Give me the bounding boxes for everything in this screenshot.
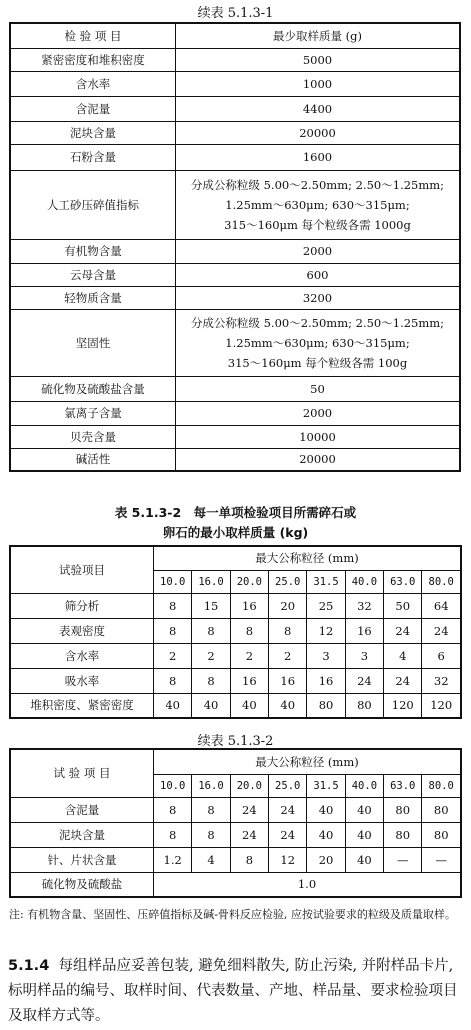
table3-item-header: 试 验 项 目 (10, 749, 154, 797)
table3-value-cell: 80 (384, 797, 422, 822)
table1-caption: 续表 5.1.3-1 (197, 6, 274, 21)
table-row (10, 668, 461, 693)
table-row (10, 96, 460, 121)
table-row (10, 121, 460, 144)
size-header-cell: 80.0 (422, 570, 461, 593)
table2-value-cell: 120 (384, 693, 422, 718)
size-header-cell: 63.0 (384, 570, 422, 593)
table2-caption-line1: 表 5.1.3-2 每一单项检验项目所需碎石或 (114, 505, 357, 520)
table1-item-cell: 轻物质含量 (10, 286, 176, 309)
table3 (9, 748, 462, 898)
clause-number: 5.1.4 (8, 958, 50, 974)
table3-item-cell: 含泥量 (10, 797, 154, 822)
table2-caption-line2: 卵石的最小取样质量 (kg) (162, 525, 309, 540)
table3-value-cell: 40 (307, 797, 345, 822)
table2-value-cell: 80 (307, 693, 345, 718)
table1-item-cell: 坚固性 (10, 309, 176, 376)
table3-caption: 续表 5.1.3-2 (197, 734, 274, 749)
table-row (10, 643, 461, 668)
table1-item-cell: 含泥量 (10, 96, 176, 121)
size-header-cell: 63.0 (384, 774, 422, 797)
clause-5-1-4 (8, 954, 466, 1029)
table-row (10, 286, 460, 309)
table-row (10, 847, 461, 872)
table-row (10, 263, 460, 286)
table3-value-cell: 24 (269, 822, 307, 847)
table-row (10, 693, 461, 718)
table-row (10, 309, 460, 376)
table2-item-cell: 筛分析 (10, 593, 154, 618)
table2-value-cell: 32 (422, 668, 461, 693)
size-header-cell: 40.0 (345, 570, 383, 593)
table2-item-cell: 吸水率 (10, 668, 154, 693)
table2-item-cell: 堆积密度、紧密密度 (10, 693, 154, 718)
size-header-cell: 16.0 (192, 570, 230, 593)
table3-value-cell: 4 (192, 847, 230, 872)
table1-item-cell: 紧密密度和堆积密度 (10, 48, 176, 71)
table-row (10, 448, 460, 471)
table-row (10, 593, 461, 618)
size-header-cell: 20.0 (230, 570, 268, 593)
size-header-cell: 80.0 (422, 774, 461, 797)
table-row (10, 425, 460, 448)
size-header-cell: 31.5 (307, 570, 345, 593)
table2-value-cell: 2 (230, 643, 268, 668)
table2-value-cell: 4 (384, 643, 422, 668)
table3-value-cell: 8 (192, 822, 230, 847)
table2-value-cell: 12 (307, 618, 345, 643)
table2-value-cell: 3 (307, 643, 345, 668)
table1-mass-cell: 分成公称粒级 5.00～2.50mm; 2.50～1.25mm; 1.25mm～630μm; 630～315μm; 315～160μm 每个粒级各需 1000g (176, 170, 461, 239)
table2-item-cell: 表观密度 (10, 618, 154, 643)
table1-item-cell: 硫化物及硫酸盐含量 (10, 376, 176, 401)
table3-value-cell: 8 (154, 797, 192, 822)
table3-value-cell: 40 (307, 822, 345, 847)
size-header-cell: 10.0 (154, 774, 192, 797)
size-header-cell: 20.0 (230, 774, 268, 797)
table2-value-cell: 16 (307, 668, 345, 693)
table1-header-item: 检 验 项 目 (10, 23, 176, 48)
table2-value-cell: 24 (384, 668, 422, 693)
table2-value-cell: 40 (269, 693, 307, 718)
table1-item-cell: 氯离子含量 (10, 401, 176, 425)
table2-value-cell: 16 (269, 668, 307, 693)
size-header-cell: 10.0 (154, 570, 192, 593)
table3-value-cell: 8 (192, 797, 230, 822)
table1-mass-cell: 600 (176, 263, 461, 286)
table2-value-cell: 2 (154, 643, 192, 668)
table1-mass-cell: 2000 (176, 401, 461, 425)
table3-item-cell: 硫化物及硫酸盐 (10, 872, 154, 897)
table-row (10, 144, 460, 170)
table2-value-cell: 25 (307, 593, 345, 618)
table2-value-cell: 64 (422, 593, 461, 618)
table1-mass-cell: 2000 (176, 239, 461, 263)
table2-value-cell: 6 (422, 643, 461, 668)
table-row (10, 797, 461, 822)
table2-value-cell: 50 (384, 593, 422, 618)
table1-header-mass: 最少取样质量 (g) (176, 23, 461, 48)
table2-value-cell: 40 (230, 693, 268, 718)
size-header-cell: 25.0 (269, 570, 307, 593)
table-note: 注: 有机物含量、坚固性、压碎值指标及碱-骨料反应检验, 应按试验要求的粒级及质量取样。 (9, 908, 456, 921)
table3-value-cell: 24 (230, 797, 268, 822)
table-row (10, 401, 460, 425)
table-row (10, 376, 460, 401)
table2-value-cell: 8 (269, 618, 307, 643)
table3-value-cell: 12 (269, 847, 307, 872)
table2-value-cell: 16 (230, 668, 268, 693)
table2-value-cell: 120 (422, 693, 461, 718)
table-row (10, 822, 461, 847)
table2-value-cell: 24 (422, 618, 461, 643)
table1-item-cell: 泥块含量 (10, 121, 176, 144)
table1-mass-cell: 10000 (176, 425, 461, 448)
table3-value-cell: 80 (384, 822, 422, 847)
table1-item-cell: 含水率 (10, 71, 176, 96)
table2-value-cell: 24 (345, 668, 383, 693)
table3-value-cell: 80 (422, 822, 461, 847)
table2-value-cell: 16 (345, 618, 383, 643)
table2-value-cell: 8 (192, 618, 230, 643)
table3-group-header: 最大公称粒径 (mm) (154, 749, 462, 774)
table2-value-cell: 2 (192, 643, 230, 668)
table1 (9, 22, 461, 472)
table1-mass-cell: 50 (176, 376, 461, 401)
table2-value-cell: 15 (192, 593, 230, 618)
table3-value-cell: — (384, 847, 422, 872)
table3-value-cell: 40 (345, 822, 383, 847)
table2-value-cell: 8 (154, 618, 192, 643)
size-header-cell: 40.0 (345, 774, 383, 797)
table3-value-cell: 20 (307, 847, 345, 872)
table3-value-cell: 40 (345, 847, 383, 872)
table1-mass-cell: 1000 (176, 71, 461, 96)
table1-item-cell: 云母含量 (10, 263, 176, 286)
table2-group-header: 最大公称粒径 (mm) (154, 546, 462, 570)
table-row (10, 71, 460, 96)
table3-item-cell: 针、片状含量 (10, 847, 154, 872)
table1-mass-cell: 5000 (176, 48, 461, 71)
table3-value-cell: 8 (154, 822, 192, 847)
table2-value-cell: 40 (154, 693, 192, 718)
table1-item-cell: 有机物含量 (10, 239, 176, 263)
size-header-cell: 25.0 (269, 774, 307, 797)
table1-mass-cell: 1600 (176, 144, 461, 170)
table-row (10, 618, 461, 643)
table3-value-cell: 80 (422, 797, 461, 822)
table2-value-cell: 16 (230, 593, 268, 618)
table1-item-cell: 碱活性 (10, 448, 176, 471)
table1-mass-cell: 20000 (176, 448, 461, 471)
table3-value-cell: 24 (230, 822, 268, 847)
table-row (10, 170, 460, 239)
table3-value-cell: 1.2 (154, 847, 192, 872)
table1-item-cell: 人工砂压碎值指标 (10, 170, 176, 239)
table2-value-cell: 32 (345, 593, 383, 618)
table1-item-cell: 贝壳含量 (10, 425, 176, 448)
table2-value-cell: 3 (345, 643, 383, 668)
table2-value-cell: 8 (154, 593, 192, 618)
table2-item-cell: 含水率 (10, 643, 154, 668)
table3-value-cell: 8 (230, 847, 268, 872)
table2 (9, 545, 462, 719)
table-row (10, 872, 461, 897)
table2-item-header: 试验项目 (10, 546, 154, 593)
table1-mass-cell: 分成公称粒级 5.00～2.50mm; 2.50～1.25mm; 1.25mm～630μm; 630～315μm; 315～160μm 每个粒级各需 100g (176, 309, 461, 376)
table1-mass-cell: 4400 (176, 96, 461, 121)
table2-value-cell: 8 (154, 668, 192, 693)
table1-mass-cell: 3200 (176, 286, 461, 309)
table-row (10, 239, 460, 263)
table2-value-cell: 20 (269, 593, 307, 618)
table3-value-cell: 40 (345, 797, 383, 822)
table2-value-cell: 40 (192, 693, 230, 718)
table3-value-cell: — (422, 847, 461, 872)
table3-value-cell: 24 (269, 797, 307, 822)
table3-item-cell: 泥块含量 (10, 822, 154, 847)
table2-value-cell: 8 (230, 618, 268, 643)
table2-value-cell: 80 (345, 693, 383, 718)
table2-value-cell: 8 (192, 668, 230, 693)
size-header-cell: 31.5 (307, 774, 345, 797)
size-header-cell: 16.0 (192, 774, 230, 797)
table3-value-cell: 1.0 (154, 872, 462, 897)
table1-item-cell: 石粉含量 (10, 144, 176, 170)
table-row (10, 48, 460, 71)
table1-mass-cell: 20000 (176, 121, 461, 144)
clause-text: 每组样品应妥善包装, 避免细料散失, 防止污染, 并附样品卡片, 标明样品的编号、取样时间、代表数量、产地、样品量、要求检验项目及取样方式等。 (8, 958, 458, 1024)
table2-value-cell: 24 (384, 618, 422, 643)
table2-value-cell: 2 (269, 643, 307, 668)
